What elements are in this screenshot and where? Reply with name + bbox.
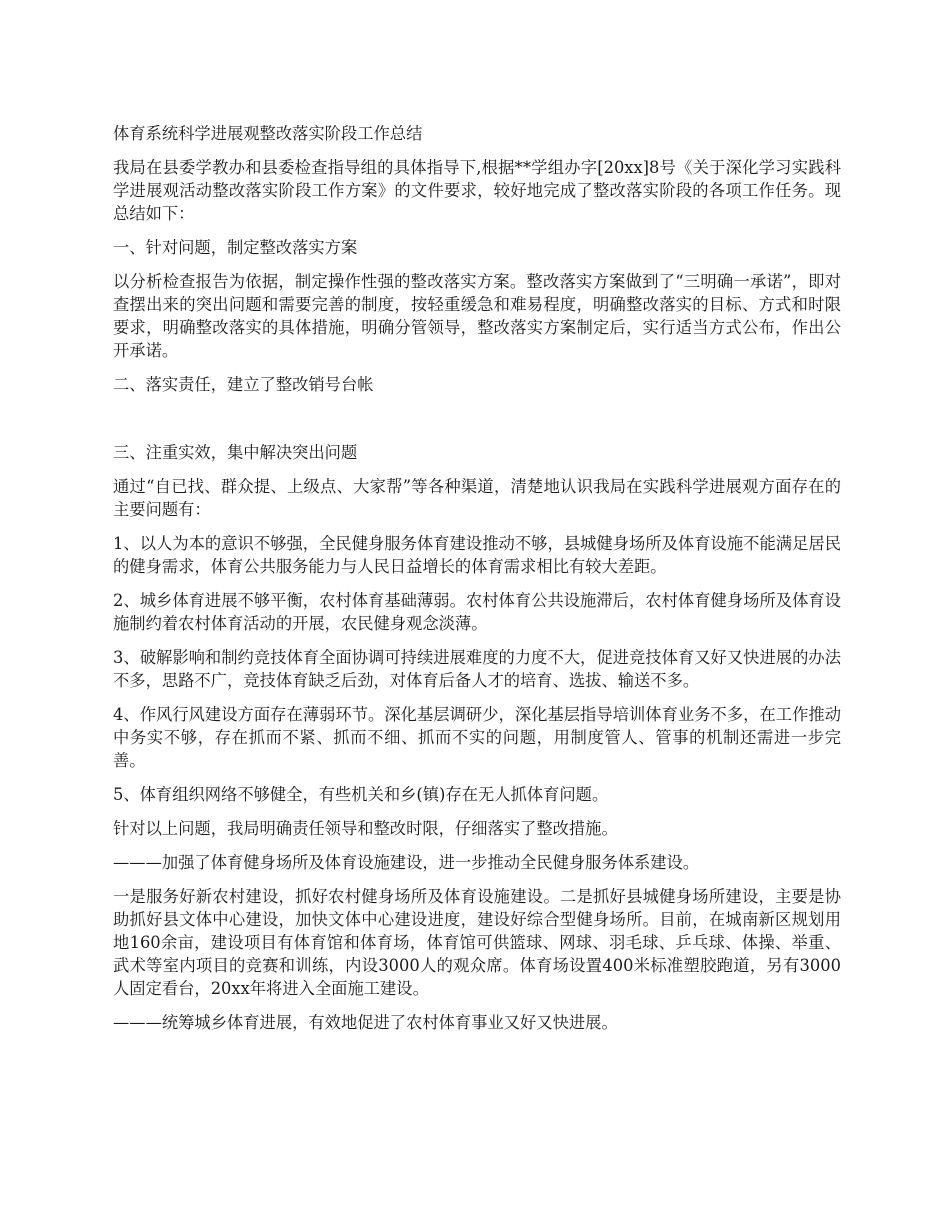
problem-item-1: 1、以人为本的意识不够强，全民健身服务体育建设推动不够，县城健身场所及体育设施不能满足居民的健身需求，体育公共服务能力与人民日益增长的体育需求相比有较大差距。 — [113, 534, 841, 576]
section-1-paragraph: 以分析检查报告为依据，制定操作性强的整改落实方案。整改落实方案做到了“三明确一承诺”，即对查摆出来的突出问题和需要完善的制度，按轻重缓急和难易程度，明确整改落实的目标、方式和时限要求，明确整改落实的具体措施，明确分管领导，整改落实方案制定后，实行适当方式公布，作出公开承诺。 — [113, 272, 841, 360]
section-heading-1: 一、针对问题，制定整改落实方案 — [113, 238, 358, 257]
section-heading-3: 三、注重实效，集中解决突出问题 — [113, 443, 358, 462]
measures-intro-paragraph: 针对以上问题，我局明确责任领导和整改时限，仔细落实了整改措施。 — [113, 819, 618, 838]
document-title: 体育系统科学进展观整改落实阶段工作总结 — [113, 124, 423, 143]
document-page — [113, 122, 841, 1045]
problem-item-2: 2、城乡体育进展不够平衡，农村体育基础薄弱。农村体育公共设施滞后，农村体育健身场所及体育设施制约着农村体育活动的开展，农民健身观念淡薄。 — [113, 591, 841, 633]
problems-intro-paragraph: 通过“自已找、群众提、上级点、大家帮”等各种渠道，清楚地认识我局在实践科学进展观方面存在的主要问题有： — [113, 477, 841, 519]
problem-item-4: 4、作风行风建设方面存在薄弱环节。深化基层调研少，深化基层指导培训体育业务不多，在工作推动中务实不够，存在抓而不紧、抓而不细、抓而不实的问题，用制度管人、管事的机制还需进一步完善。 — [113, 705, 841, 770]
intro-paragraph: 我局在县委学教办和县委检查指导组的具体指导下,根据**学组办字[20xx]8号《关于深化学习实践科学进展观活动整改落实阶段工作方案》的文件要求，较好地完成了整改落实阶段的各项工作任务。现总结如下： — [113, 158, 841, 223]
measure-heading-1: ———加强了体育健身场所及体育设施建设，进一步推动全民健身服务体系建设。 — [113, 853, 700, 872]
section-heading-2: 二、落实责任，建立了整改销号台帐 — [113, 375, 374, 394]
measure-1-paragraph: 一是服务好新农村建设，抓好农村健身场所及体育设施建设。二是抓好县城健身场所建设，主要是协助抓好县文体中心建设，加快文体中心建设进度，建设好综合型健身场所。目前，在城南新区规划用地160余亩，建设项目有体育馆和体育场，体育馆可供篮球、网球、羽毛球、乒乓球、体操、举重、武术等室内项目的竞赛和训练，内设3000人的观众席。体育场设置400米标准塑胶跑道，另有3000人固定看台，20xx年将进入全面施工建设。 — [113, 887, 841, 998]
problem-item-5: 5、体育组织网络不够健全，有些机关和乡(镇)存在无人抓体育问题。 — [113, 785, 609, 804]
problem-item-3: 3、破解影响和制约竞技体育全面协调可持续进展难度的力度不大，促进竞技体育又好又快进展的办法不多，思路不广，竞技体育缺乏后劲，对体育后备人才的培育、选拔、输送不多。 — [113, 648, 841, 690]
measure-heading-2: ———统筹城乡体育进展，有效地促进了农村体育事业又好又快进展。 — [113, 1013, 618, 1032]
